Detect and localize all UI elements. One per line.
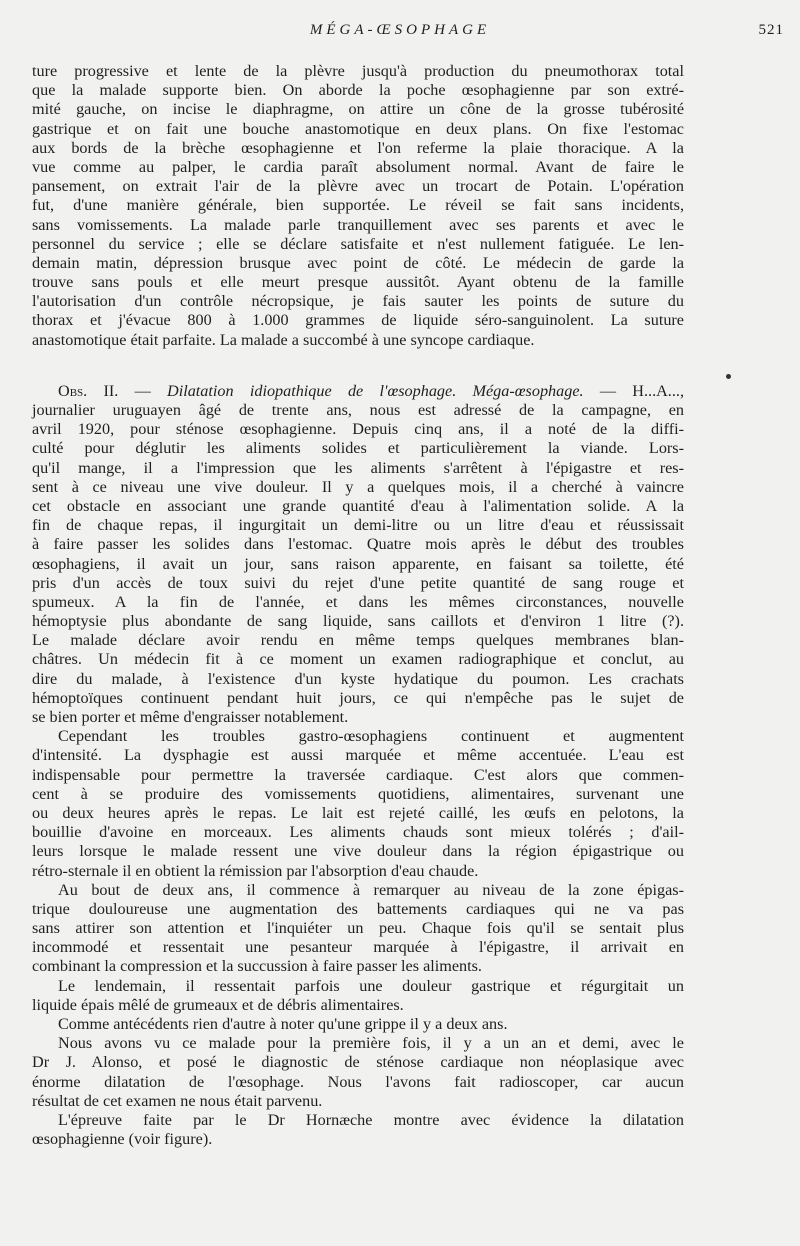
text-line: sans vomissements. La malade parle tranquillement avec ses parents et avec le	[32, 215, 684, 234]
text-line: ture progressive et lente de la plèvre jusqu'à production du pneumothorax total	[32, 62, 684, 80]
text-line: d'intensité. La dysphagie est aussi marquée et même accentuée. L'eau est	[32, 746, 684, 765]
running-head	[0, 22, 800, 44]
text-line: hémoptysie plus abondante de sang liquide, sans caillots et d'environ 1 litre (?).	[32, 612, 684, 631]
text-line: liquide épais mêlé de grumeaux et de débris alimentaires.	[32, 995, 404, 1014]
body-text	[32, 62, 684, 1149]
text-line: culté pour déglutir les aliments solides et particulièrement la viande. Lors-	[32, 439, 684, 458]
text-line: Dr J. Alonso, et posé le diagnostic de sténose cardiaque non néoplasique avec	[32, 1053, 684, 1072]
text-line: Cependant les troubles gastro-œsophagiens continuent et augmentent	[58, 727, 684, 746]
text-line: œsophagienne (voir figure).	[32, 1130, 213, 1149]
text-line: dire du malade, à l'existence d'un kyste hydatique du poumon. Les crachats	[32, 669, 684, 688]
paragraph-symptoms	[32, 727, 684, 881]
text-line: ou deux heures après le repas. Le lait est rejeté caillé, les œufs en pelotons, la	[32, 803, 684, 822]
text-line: fin de chaque repas, il ingurgitait un demi-litre ou un litre d'eau et réussissait	[32, 516, 684, 535]
text-line: pris d'un accès de toux suivi du rejet d'une petite quantité de sang rouge et	[32, 573, 684, 592]
text-line: l'autorisation d'un contrôle nécropsique, je fais sauter les points de suture du	[32, 292, 684, 311]
text-line: hémoptoïques continuent pendant huit jours, ce qui n'empêche pas le sujet de	[32, 688, 684, 707]
text-line: personnel du service ; elle se déclare satisfaite et n'est nullement fatiguée. Le len-	[32, 234, 684, 253]
text-line: combinant la compression et la succussion à faire passer les aliments.	[32, 957, 482, 976]
text-line: L'épreuve faite par le Dr Hornæche montre avec évidence la dilatation	[58, 1110, 684, 1129]
paragraph-radiological-test	[32, 1111, 684, 1149]
observation-dash: —	[118, 381, 168, 400]
text-line: châtres. Un médecin fit à ce moment un examen radiographique et conclut, au	[32, 650, 684, 669]
text-line: thorax et j'évacue 800 à 1.000 grammes de liquide séro-sanguinolent. La suture	[32, 311, 684, 330]
paragraph-two-years-later	[32, 881, 684, 977]
observation-patient: — H...A...,	[583, 381, 684, 400]
paragraph-observation-2	[32, 382, 684, 727]
text-line: trique douloureuse une augmentation des battements cardiaques qui ne va pas	[32, 899, 684, 918]
text-line: Comme antécédents rien d'autre à noter qu'une grippe il y a deux ans.	[58, 1015, 508, 1033]
text-line: Le lendemain, il ressentait parfois une douleur gastrique et régurgitait un	[58, 976, 684, 995]
text-line: indispensable pour permettre la traversée cardiaque. C'est alors que commen-	[32, 765, 684, 784]
text-line: spumeux. A la fin de l'année, et dans les mêmes circonstances, nouvelle	[32, 592, 684, 611]
text-line: pansement, on extrait l'air de la plèvre avec un trocart de Potain. L'opération	[32, 177, 684, 196]
text-line: vue comme au palper, le cardia paraît absolument normal. Avant de faire le	[32, 157, 684, 176]
paragraph-antecedents	[32, 1015, 684, 1034]
text-line: Au bout de deux ans, il commence à remarquer au niveau de la zone épigas-	[58, 880, 684, 899]
paragraph-next-day	[32, 977, 684, 1015]
text-line: rétro-sternale il en obtient la rémission par l'absorption d'eau chaude.	[32, 861, 479, 880]
text-line: cent à se produire des vomissements quotidiens, alimentaires, survenant une	[32, 784, 684, 803]
observation-heading	[32, 382, 684, 401]
observation-title: Dilatation idiopathique de l'œsophage. Méga-œsophage.	[167, 381, 584, 400]
text-line: résultat de cet examen ne nous était parvenu.	[32, 1091, 323, 1110]
text-line: Nous avons vu ce malade pour la première fois, il y a un an et demi, avec le	[58, 1034, 684, 1053]
text-line: trouve sans pouls et elle meurt presque aussitôt. Ayant obtenu de la famille	[32, 273, 684, 292]
text-line: demain matin, dépression brusque avec point de côté. Le médecin de garde la	[32, 253, 684, 272]
observation-label: Obs. II.	[58, 381, 119, 400]
text-line: avril 1920, pour sténose œsophagienne. Depuis cinq ans, il a noté de la diffi-	[32, 420, 684, 439]
text-line: anastomotique était parfaite. La malade a succombé à une syncope cardiaque.	[32, 330, 535, 349]
text-line: leurs lorsque le malade ressent une vive douleur dans la région épigastrique ou	[32, 842, 684, 861]
text-line: incommodé et ressentait une pesanteur marquée à l'épigastre, il arrivait en	[32, 938, 684, 957]
text-line: mité gauche, on incise le diaphragme, on attire un cône de la grosse tubérosité	[32, 100, 684, 119]
text-line: fut, d'une manière générale, bien supportée. Le réveil se fait sans incidents,	[32, 196, 684, 215]
text-line: journalier uruguayen âgé de trente ans, nous est adressé de la campagne, en	[32, 401, 684, 419]
text-line: aux bords de la brèche œsophagienne et l'on referme la plaie thoracique. A la	[32, 138, 684, 157]
paragraph-operation-continuation	[32, 62, 684, 350]
running-title: MÉGA-ŒSOPHAGE	[309, 22, 491, 38]
text-line: qu'il mange, il a l'impression que les aliments s'arrêtent à l'épigastre et res-	[32, 458, 684, 477]
text-line: que la malade supporte bien. On aborde la poche œsophagienne par son extré-	[32, 81, 684, 100]
margin-mark-dot	[726, 374, 731, 379]
text-line: sans attirer son attention et l'inquiéter un peu. Chaque fois qu'il se sentait plus	[32, 919, 684, 938]
page-number: 521	[758, 22, 784, 38]
text-line: cet obstacle en associant une grande quantité d'eau à l'alimentation solide. A la	[32, 496, 684, 515]
text-line: énorme dilatation de l'œsophage. Nous l'avons fait radioscoper, car aucun	[32, 1072, 684, 1091]
text-line: Le malade déclare avoir rendu en même temps quelques membranes blan-	[32, 631, 684, 650]
paragraph-diagnosis	[32, 1034, 684, 1111]
text-line: œsophagiens, il avait un jour, sans raison apparente, en faisant sa toilette, été	[32, 554, 684, 573]
text-line: se bien porter et même d'engraisser notablement.	[32, 708, 349, 726]
text-line: bouillie d'avoine en morceaux. Les aliments chauds sont mieux tolérés ; d'ail-	[32, 823, 684, 842]
text-line: à faire passer les solides dans l'estomac. Quatre mois après le début des troubles	[32, 535, 684, 554]
text-line: sent à ce niveau une vive douleur. Il y a quelques mois, il a cherché à vaincre	[32, 477, 684, 496]
text-line: gastrique et on fait une bouche anastomotique en deux plans. On fixe l'estomac	[32, 119, 684, 138]
